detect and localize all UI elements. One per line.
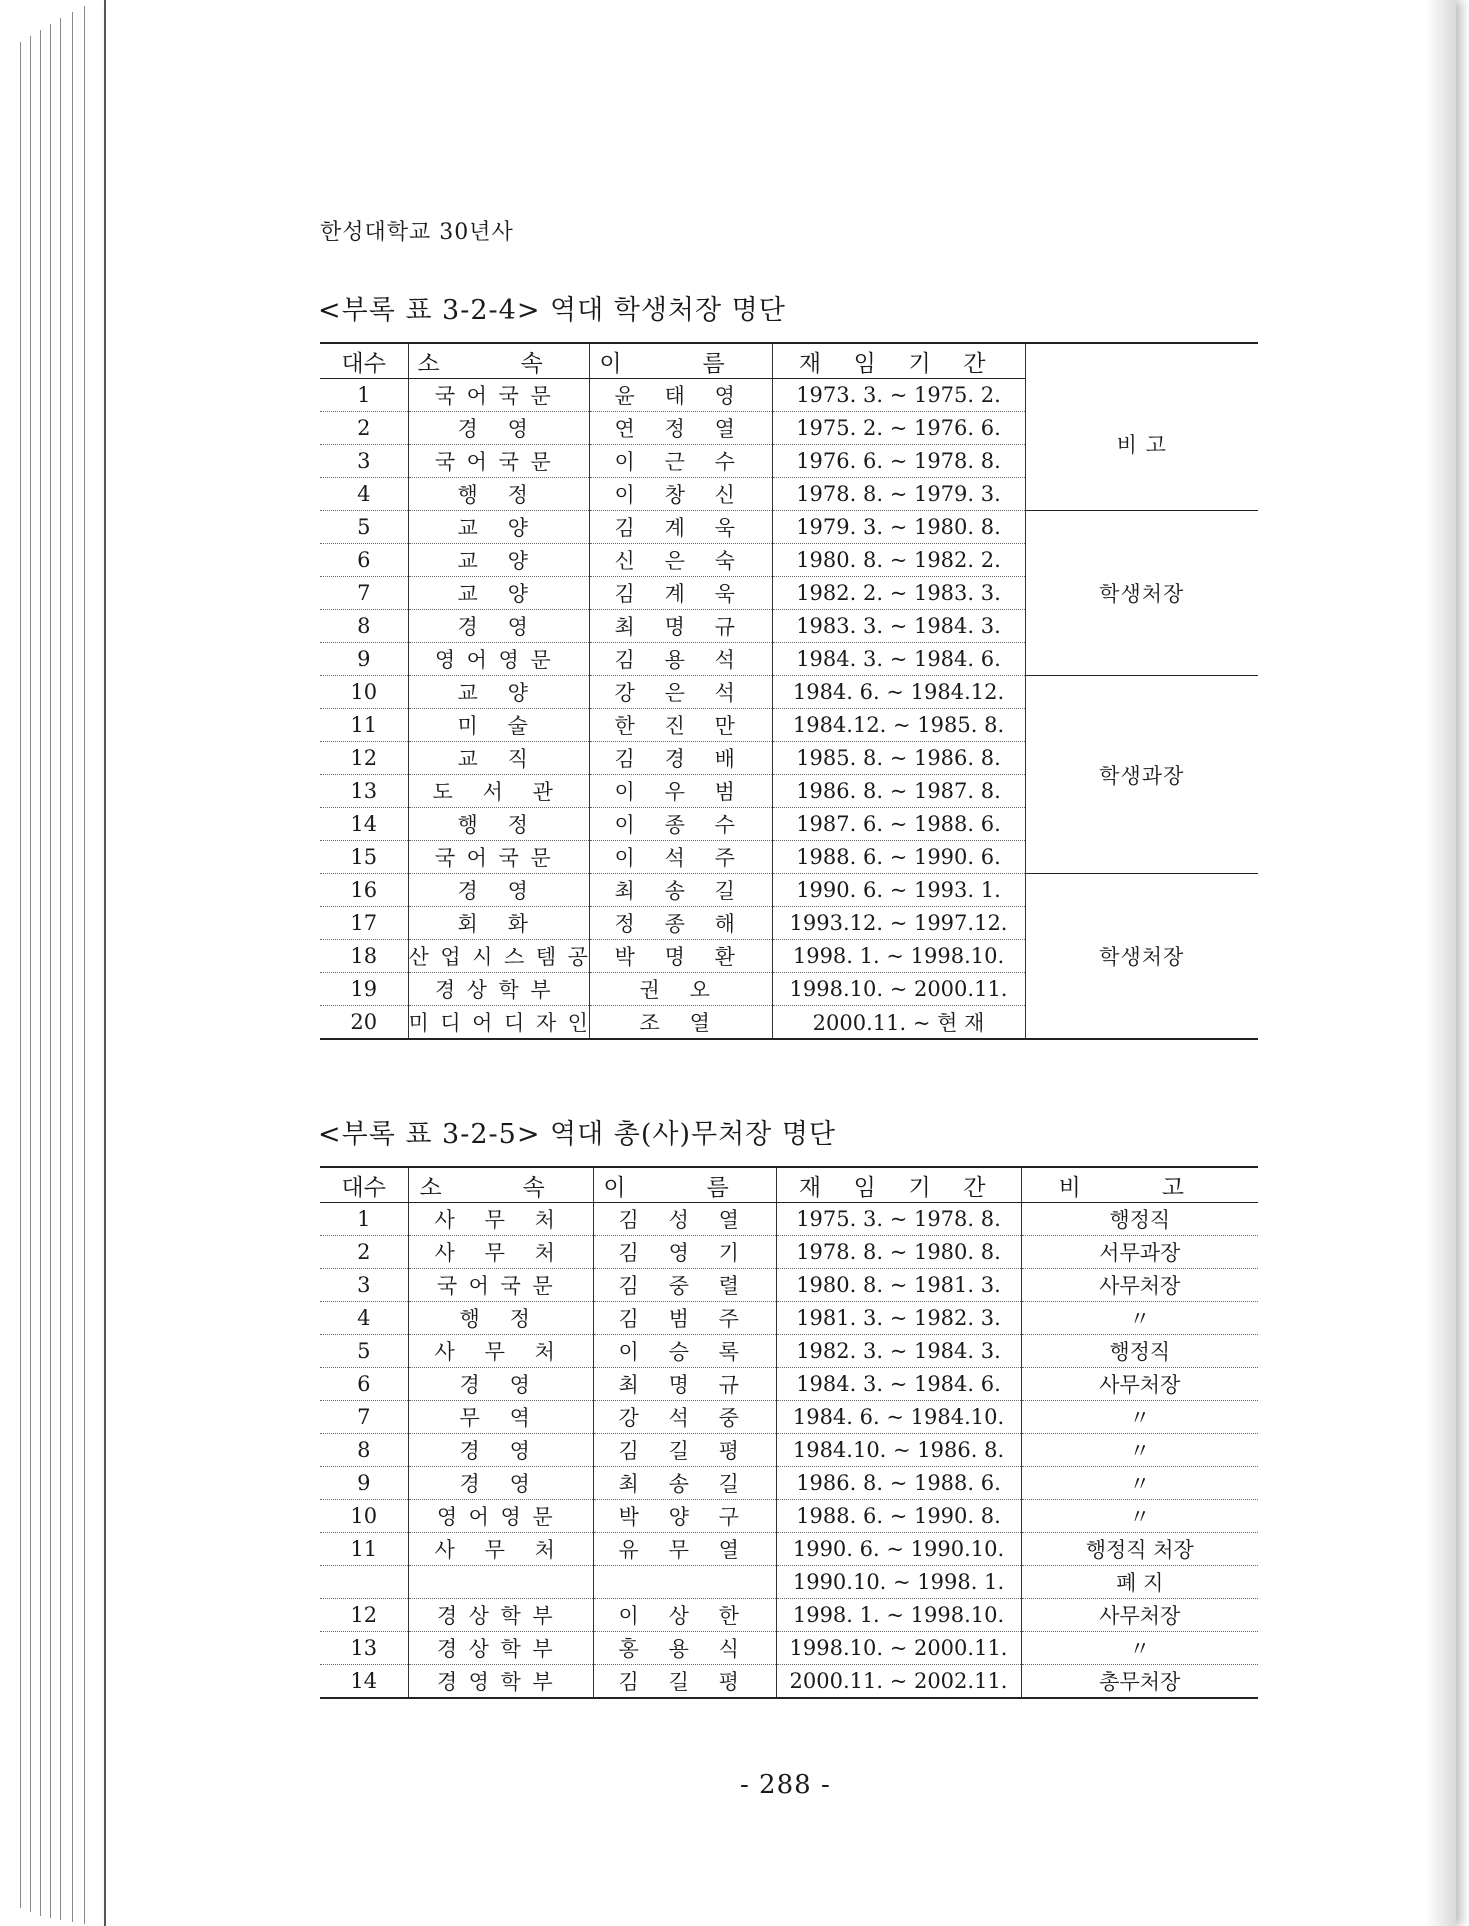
cell-dept: 미디어디자인: [408, 1006, 589, 1040]
cell-note: 학생과장: [1025, 676, 1258, 874]
student-affairs-dean-table: [320, 342, 1258, 1040]
cell-dept: 교 직: [408, 742, 589, 775]
header-dept: 소 속: [408, 1167, 593, 1203]
cell-name: 유 무 열: [593, 1533, 776, 1566]
cell-note: 〃: [1021, 1434, 1258, 1467]
table-row: [320, 1203, 1258, 1236]
cell-dept: 도 서 관: [408, 775, 589, 808]
cell-name: 김 길 평: [593, 1665, 776, 1699]
cell-no: 12: [320, 742, 408, 775]
cell-name: 박 양 구: [593, 1500, 776, 1533]
cell-dept: 회 화: [408, 907, 589, 940]
table2-caption: <부록 표 3-2-5> 역대 총(사)무처장 명단: [318, 1119, 836, 1150]
cell-term: 1990. 6. ~ 1990.10.: [776, 1533, 1021, 1566]
cell-no: 7: [320, 1401, 408, 1434]
cell-term: 1988. 6. ~ 1990. 8.: [776, 1500, 1021, 1533]
table-row: [320, 874, 1258, 907]
cell-dept: 경상학부: [408, 973, 589, 1006]
cell-dept: 사 무 처: [408, 1236, 593, 1269]
cell-name: 최 명 규: [589, 610, 772, 643]
cell-name: 조 열: [589, 1006, 772, 1040]
cell-term: 1982. 3. ~ 1984. 3.: [776, 1335, 1021, 1368]
page-curl-shadow: [1426, 0, 1456, 1926]
cell-note: 사무처장: [1021, 1599, 1258, 1632]
table1-caption: <부록 표 3-2-4> 역대 학생처장 명단: [318, 295, 786, 326]
cell-no: [320, 1566, 408, 1599]
cell-no: 9: [320, 643, 408, 676]
table-row: [320, 1401, 1258, 1434]
cell-no: 17: [320, 907, 408, 940]
cell-term: 1998. 1. ~ 1998.10.: [772, 940, 1025, 973]
table-row: [320, 1269, 1258, 1302]
cell-term: 1990.10. ~ 1998. 1.: [776, 1566, 1021, 1599]
cell-no: 16: [320, 874, 408, 907]
cell-no: 8: [320, 1434, 408, 1467]
cell-dept: 국어국문: [408, 445, 589, 478]
cell-dept: 산업시스템공: [408, 940, 589, 973]
cell-term: 1975. 2. ~ 1976. 6.: [772, 412, 1025, 445]
cell-dept: 교 양: [408, 511, 589, 544]
cell-name: 신 은 숙: [589, 544, 772, 577]
cell-note: 〃: [1021, 1632, 1258, 1665]
cell-dept: 행 정: [408, 808, 589, 841]
cell-name: 최 명 규: [593, 1368, 776, 1401]
page-edge: [30, 36, 31, 1912]
cell-term: 1990. 6. ~ 1993. 1.: [772, 874, 1025, 907]
cell-no: 10: [320, 676, 408, 709]
cell-name: 김 중 렬: [593, 1269, 776, 1302]
table-row: [320, 379, 1258, 412]
cell-term: 1993.12. ~ 1997.12.: [772, 907, 1025, 940]
cell-dept: 국어국문: [408, 1269, 593, 1302]
cell-dept: 사 무 처: [408, 1203, 593, 1236]
cell-name: 이 종 수: [589, 808, 772, 841]
cell-no: 2: [320, 1236, 408, 1269]
cell-no: 8: [320, 610, 408, 643]
page-edge: [84, 6, 85, 1924]
cell-note: 〃: [1021, 1401, 1258, 1434]
cell-no: 10: [320, 1500, 408, 1533]
cell-term: 1984. 3. ~ 1984. 6.: [772, 643, 1025, 676]
table-row: [320, 1632, 1258, 1665]
cell-no: 3: [320, 445, 408, 478]
table-row: [320, 676, 1258, 709]
table1-body: [320, 379, 1258, 1040]
cell-no: 6: [320, 544, 408, 577]
cell-name: 윤 태 영: [589, 379, 772, 412]
cell-note: 행정직: [1021, 1203, 1258, 1236]
cell-note: 학생처장: [1025, 511, 1258, 676]
cell-name: 이 근 수: [589, 445, 772, 478]
cell-no: 4: [320, 478, 408, 511]
cell-dept: 경 영: [408, 1434, 593, 1467]
cell-name: 권 오: [589, 973, 772, 1006]
page-edge: [40, 30, 41, 1916]
general-affairs-dean-table: [320, 1166, 1258, 1699]
cell-name: 김 계 욱: [589, 511, 772, 544]
cell-dept: 경영학부: [408, 1665, 593, 1699]
cell-dept: 행 정: [408, 478, 589, 511]
cell-dept: 영어영문: [408, 643, 589, 676]
cell-term: 1976. 6. ~ 1978. 8.: [772, 445, 1025, 478]
cell-dept: 경상학부: [408, 1599, 593, 1632]
cell-no: 15: [320, 841, 408, 874]
cell-no: 3: [320, 1269, 408, 1302]
cell-name: 강 석 중: [593, 1401, 776, 1434]
cell-dept: 경 영: [408, 1368, 593, 1401]
header-name: 이 름: [589, 343, 772, 379]
table-row: [320, 1368, 1258, 1401]
cell-name: 강 은 석: [589, 676, 772, 709]
cell-note: 사무처장: [1021, 1269, 1258, 1302]
table-row: [320, 1566, 1258, 1599]
cell-note: 총무처장: [1099, 1670, 1181, 1694]
cell-no: 13: [320, 775, 408, 808]
page-edge: [20, 42, 21, 1908]
cell-name: 연 정 열: [589, 412, 772, 445]
cell-name: [593, 1566, 776, 1599]
table-row: [320, 1434, 1258, 1467]
running-head: 한성대학교 30년사: [320, 220, 514, 245]
cell-no: 9: [320, 1467, 408, 1500]
cell-term: 1986. 8. ~ 1988. 6.: [776, 1467, 1021, 1500]
cell-name: 김 길 평: [593, 1434, 776, 1467]
cell-term: 1982. 2. ~ 1983. 3.: [772, 577, 1025, 610]
cell-name: 이 창 신: [589, 478, 772, 511]
cell-note: 〃: [1021, 1467, 1258, 1500]
page-number: - 288 -: [740, 1770, 831, 1800]
cell-no: 5: [320, 511, 408, 544]
cell-note: 서무과장: [1021, 1236, 1258, 1269]
table2-body: [320, 1203, 1258, 1699]
cell-name: 김 영 기: [593, 1236, 776, 1269]
cell-no: 2: [320, 412, 408, 445]
cell-term: 1984. 6. ~ 1984.10.: [776, 1401, 1021, 1434]
cell-term: 1979. 3. ~ 1980. 8.: [772, 511, 1025, 544]
cell-name: 이 석 주: [589, 841, 772, 874]
cell-term: 1978. 8. ~ 1980. 8.: [776, 1236, 1021, 1269]
table-header-row: [320, 1167, 1258, 1203]
header-no: 대수: [320, 1167, 408, 1203]
cell-term: 1998.10. ~ 2000.11.: [776, 1632, 1021, 1665]
table-row: [320, 1302, 1258, 1335]
cell-no: 5: [320, 1335, 408, 1368]
cell-no: 18: [320, 940, 408, 973]
cell-name: 김 범 주: [593, 1302, 776, 1335]
cell-dept: 국어국문: [408, 379, 589, 412]
cell-no: 14: [320, 808, 408, 841]
cell-name: 최 송 길: [593, 1467, 776, 1500]
cell-term: 1998. 1. ~ 1998.10.: [776, 1599, 1021, 1632]
cell-dept: 경 영: [408, 610, 589, 643]
cell-name: 정 종 해: [589, 907, 772, 940]
cell-no: 13: [320, 1632, 408, 1665]
cell-dept: 사 무 처: [408, 1335, 593, 1368]
cell-note: 학생처장: [1099, 945, 1185, 969]
cell-name: 홍 용 식: [593, 1632, 776, 1665]
cell-no: 6: [320, 1368, 408, 1401]
cell-term: 1975. 3. ~ 1978. 8.: [776, 1203, 1021, 1236]
cell-term: 1980. 8. ~ 1981. 3.: [776, 1269, 1021, 1302]
cell-note: 행정직: [1021, 1335, 1258, 1368]
cell-term: 1998.10. ~ 2000.11.: [772, 973, 1025, 1006]
cell-no: 4: [320, 1302, 408, 1335]
cell-term: 2000.11. ~ 2002.11.: [776, 1665, 1021, 1699]
header-term: 재 임 기 간: [772, 343, 1025, 379]
cell-name: 김 계 욱: [589, 577, 772, 610]
cell-term: 1980. 8. ~ 1982. 2.: [772, 544, 1025, 577]
header-dept: 소 속: [408, 343, 589, 379]
cell-term: 1986. 8. ~ 1987. 8.: [772, 775, 1025, 808]
cell-term: 1984. 3. ~ 1984. 6.: [776, 1368, 1021, 1401]
cell-no: 7: [320, 577, 408, 610]
cell-term: 1983. 3. ~ 1984. 3.: [772, 610, 1025, 643]
header-name: 이 름: [593, 1167, 776, 1203]
cell-term: 2000.11. ~ 현 재: [772, 1006, 1025, 1040]
cell-name: 이 우 범: [589, 775, 772, 808]
cell-dept: 경 영: [408, 412, 589, 445]
cell-term: 1978. 8. ~ 1979. 3.: [772, 478, 1025, 511]
page-edge: [50, 24, 51, 1918]
cell-name: 박 명 환: [589, 940, 772, 973]
cell-dept: 교 양: [408, 544, 589, 577]
cell-no: 1: [320, 379, 408, 412]
table-row: [320, 1500, 1258, 1533]
cell-note: 폐 지: [1021, 1566, 1258, 1599]
cell-note: 비 고: [1025, 379, 1258, 511]
cell-note: 행정직 처장: [1021, 1533, 1258, 1566]
cell-dept: 국어국문: [408, 841, 589, 874]
cell-term: 1985. 8. ~ 1986. 8.: [772, 742, 1025, 775]
table-row: [320, 511, 1258, 544]
cell-name: 김 경 배: [589, 742, 772, 775]
cell-dept: 경 영: [408, 1467, 593, 1500]
cell-term: 1987. 6. ~ 1988. 6.: [772, 808, 1025, 841]
cell-dept: 영어영문: [408, 1500, 593, 1533]
cell-dept: 교 양: [408, 577, 589, 610]
page-edge: [72, 12, 73, 1922]
cell-term: 1988. 6. ~ 1990. 6.: [772, 841, 1025, 874]
table-row: [320, 1533, 1258, 1566]
cell-name: 김 용 석: [589, 643, 772, 676]
cell-no: 20: [320, 1006, 408, 1040]
table-row: [320, 1467, 1258, 1500]
cell-dept: [408, 1566, 593, 1599]
cell-no: 19: [320, 973, 408, 1006]
header-term: 재 임 기 간: [776, 1167, 1021, 1203]
cell-term: 1981. 3. ~ 1982. 3.: [776, 1302, 1021, 1335]
table-row: [320, 1599, 1258, 1632]
cell-term: 1984.10. ~ 1986. 8.: [776, 1434, 1021, 1467]
cell-no: 12: [320, 1599, 408, 1632]
cell-no: 14: [320, 1665, 408, 1699]
cell-term: 1984.12. ~ 1985. 8.: [772, 709, 1025, 742]
header-no: 대수: [320, 343, 408, 379]
cell-no: 11: [320, 709, 408, 742]
cell-no: 11: [320, 1533, 408, 1566]
table-row: [320, 1335, 1258, 1368]
header-note-blank: [1025, 343, 1258, 379]
cell-name: 한 진 만: [589, 709, 772, 742]
cell-dept: 행 정: [408, 1302, 593, 1335]
cell-dept: 사 무 처: [408, 1533, 593, 1566]
cell-term: 1973. 3. ~ 1975. 2.: [772, 379, 1025, 412]
cell-dept: 무 역: [408, 1401, 593, 1434]
cell-dept: 미 술: [408, 709, 589, 742]
cell-note: 〃: [1021, 1302, 1258, 1335]
cell-name: 최 송 길: [589, 874, 772, 907]
cell-dept: 교 양: [408, 676, 589, 709]
table-row: [320, 1665, 1258, 1699]
table-row: [320, 1236, 1258, 1269]
cell-no: 1: [320, 1203, 408, 1236]
cell-note: 〃: [1021, 1500, 1258, 1533]
cell-dept: 경 영: [408, 874, 589, 907]
cell-name: 이 상 한: [593, 1599, 776, 1632]
page-edge: [60, 18, 61, 1920]
table-header-row: [320, 343, 1258, 379]
cell-note: 사무처장: [1021, 1368, 1258, 1401]
cell-term: 1984. 6. ~ 1984.12.: [772, 676, 1025, 709]
cell-name: 김 성 열: [593, 1203, 776, 1236]
cell-dept: 경상학부: [408, 1632, 593, 1665]
header-note: 비 고: [1021, 1167, 1258, 1203]
cell-name: 이 승 록: [593, 1335, 776, 1368]
